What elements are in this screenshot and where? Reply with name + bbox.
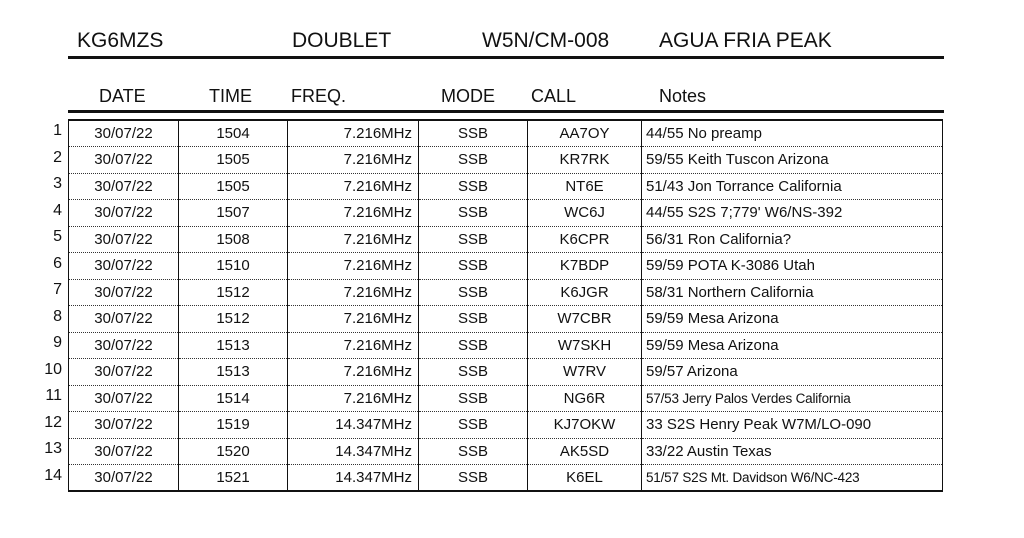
cell-mode: SSB xyxy=(419,412,528,439)
cell-time: 1514 xyxy=(179,385,288,412)
cell-date: 30/07/22 xyxy=(69,385,179,412)
summit-name: AGUA FRIA PEAK xyxy=(659,29,832,52)
table-row xyxy=(69,332,943,359)
cell-call: K6JGR xyxy=(528,279,642,306)
cell-notes: 58/31 Northern California xyxy=(642,279,943,306)
cell-mode: SSB xyxy=(419,253,528,280)
header-rule xyxy=(68,56,944,59)
cell-call: KR7RK xyxy=(528,147,642,174)
column-header-rule xyxy=(68,110,944,113)
cell-call: W7CBR xyxy=(528,306,642,333)
row-number: 1 xyxy=(53,122,62,139)
cell-call: K7BDP xyxy=(528,253,642,280)
table-row xyxy=(69,279,943,306)
cell-call: AK5SD xyxy=(528,438,642,465)
column-header-time: TIME xyxy=(209,86,252,106)
table-row xyxy=(69,412,943,439)
cell-date: 30/07/22 xyxy=(69,200,179,227)
column-header-date: DATE xyxy=(99,86,146,106)
cell-mode: SSB xyxy=(419,226,528,253)
cell-date: 30/07/22 xyxy=(69,147,179,174)
cell-time: 1507 xyxy=(179,200,288,227)
column-header-mode: MODE xyxy=(441,86,495,106)
cell-time: 1512 xyxy=(179,306,288,333)
column-header-notes: Notes xyxy=(659,86,707,106)
cell-mode: SSB xyxy=(419,120,528,147)
cell-time: 1505 xyxy=(179,147,288,174)
row-number: 13 xyxy=(44,440,62,457)
row-number: 11 xyxy=(45,387,62,404)
cell-call: WC6J xyxy=(528,200,642,227)
cell-date: 30/07/22 xyxy=(69,226,179,253)
table-row xyxy=(69,253,943,280)
cell-freq: 7.216MHz xyxy=(288,253,419,280)
cell-notes: 33/22 Austin Texas xyxy=(642,438,943,465)
row-number: 9 xyxy=(53,334,62,351)
cell-call: W7RV xyxy=(528,359,642,386)
cell-freq: 7.216MHz xyxy=(288,226,419,253)
antenna-type: DOUBLET xyxy=(292,29,392,52)
table-row xyxy=(69,385,943,412)
qso-log-body xyxy=(69,120,943,491)
cell-freq: 7.216MHz xyxy=(288,332,419,359)
table-row xyxy=(69,147,943,174)
cell-freq: 7.216MHz xyxy=(288,200,419,227)
cell-call: AA7OY xyxy=(528,120,642,147)
cell-freq: 14.347MHz xyxy=(288,438,419,465)
cell-call: NT6E xyxy=(528,173,642,200)
cell-freq: 14.347MHz xyxy=(288,465,419,492)
cell-date: 30/07/22 xyxy=(69,465,179,492)
cell-freq: 7.216MHz xyxy=(288,173,419,200)
cell-notes: 44/55 No preamp xyxy=(642,120,943,147)
cell-notes: 59/59 POTA K-3086 Utah xyxy=(642,253,943,280)
cell-mode: SSB xyxy=(419,359,528,386)
cell-mode: SSB xyxy=(419,200,528,227)
row-number: 12 xyxy=(44,413,62,431)
cell-call: K6EL xyxy=(528,465,642,492)
cell-time: 1508 xyxy=(179,226,288,253)
cell-mode: SSB xyxy=(419,332,528,359)
cell-time: 1505 xyxy=(179,173,288,200)
cell-mode: SSB xyxy=(419,306,528,333)
row-number: 14 xyxy=(44,466,62,484)
cell-time: 1519 xyxy=(179,412,288,439)
cell-notes: 33 S2S Henry Peak W7M/LO-090 xyxy=(642,412,943,439)
cell-freq: 7.216MHz xyxy=(288,385,419,412)
cell-date: 30/07/22 xyxy=(69,332,179,359)
cell-notes: 59/57 Arizona xyxy=(642,359,943,386)
cell-mode: SSB xyxy=(419,147,528,174)
row-number: 3 xyxy=(53,175,62,192)
cell-date: 30/07/22 xyxy=(69,173,179,200)
table-row xyxy=(69,359,943,386)
cell-time: 1521 xyxy=(179,465,288,492)
table-row xyxy=(69,173,943,200)
table-row xyxy=(69,438,943,465)
qso-log-table xyxy=(68,119,943,492)
column-header-call: CALL xyxy=(531,86,577,106)
row-number: 10 xyxy=(44,360,62,378)
table-row xyxy=(69,120,943,147)
cell-date: 30/07/22 xyxy=(69,306,179,333)
cell-notes: 59/59 Mesa Arizona xyxy=(642,332,943,359)
cell-call: KJ7OKW xyxy=(528,412,642,439)
table-row xyxy=(69,226,943,253)
row-number: 8 xyxy=(53,307,62,325)
table-row xyxy=(69,306,943,333)
cell-freq: 7.216MHz xyxy=(288,359,419,386)
row-number: 7 xyxy=(53,281,62,298)
cell-freq: 7.216MHz xyxy=(288,306,419,333)
cell-time: 1520 xyxy=(179,438,288,465)
cell-mode: SSB xyxy=(419,279,528,306)
cell-mode: SSB xyxy=(419,465,528,492)
row-number: 2 xyxy=(53,148,62,166)
cell-time: 1513 xyxy=(179,332,288,359)
cell-notes: 44/55 S2S 7;779' W6/NS-392 xyxy=(642,200,943,227)
cell-mode: SSB xyxy=(419,385,528,412)
cell-date: 30/07/22 xyxy=(69,412,179,439)
operator-callsign: KG6MZS xyxy=(77,29,164,52)
cell-mode: SSB xyxy=(419,173,528,200)
cell-call: NG6R xyxy=(528,385,642,412)
cell-freq: 7.216MHz xyxy=(288,120,419,147)
cell-notes: 57/53 Jerry Palos Verdes California xyxy=(642,385,943,412)
cell-time: 1512 xyxy=(179,279,288,306)
cell-freq: 14.347MHz xyxy=(288,412,419,439)
row-number: 4 xyxy=(53,201,62,219)
cell-notes: 56/31 Ron California? xyxy=(642,226,943,253)
cell-date: 30/07/22 xyxy=(69,120,179,147)
cell-notes: 59/59 Mesa Arizona xyxy=(642,306,943,333)
summit-reference: W5N/CM-008 xyxy=(482,29,610,52)
cell-call: K6CPR xyxy=(528,226,642,253)
cell-date: 30/07/22 xyxy=(69,438,179,465)
table-row xyxy=(69,200,943,227)
cell-freq: 7.216MHz xyxy=(288,279,419,306)
table-row xyxy=(69,465,943,492)
cell-notes: 51/43 Jon Torrance California xyxy=(642,173,943,200)
cell-date: 30/07/22 xyxy=(69,359,179,386)
cell-time: 1504 xyxy=(179,120,288,147)
cell-time: 1513 xyxy=(179,359,288,386)
column-header-freq: FREQ. xyxy=(291,86,347,106)
cell-notes: 51/57 S2S Mt. Davidson W6/NC-423 xyxy=(642,465,943,492)
cell-mode: SSB xyxy=(419,438,528,465)
row-number: 5 xyxy=(53,228,62,245)
cell-freq: 7.216MHz xyxy=(288,147,419,174)
cell-date: 30/07/22 xyxy=(69,253,179,280)
cell-date: 30/07/22 xyxy=(69,279,179,306)
cell-notes: 59/55 Keith Tuscon Arizona xyxy=(642,147,943,174)
row-number: 6 xyxy=(53,254,62,272)
cell-call: W7SKH xyxy=(528,332,642,359)
cell-time: 1510 xyxy=(179,253,288,280)
